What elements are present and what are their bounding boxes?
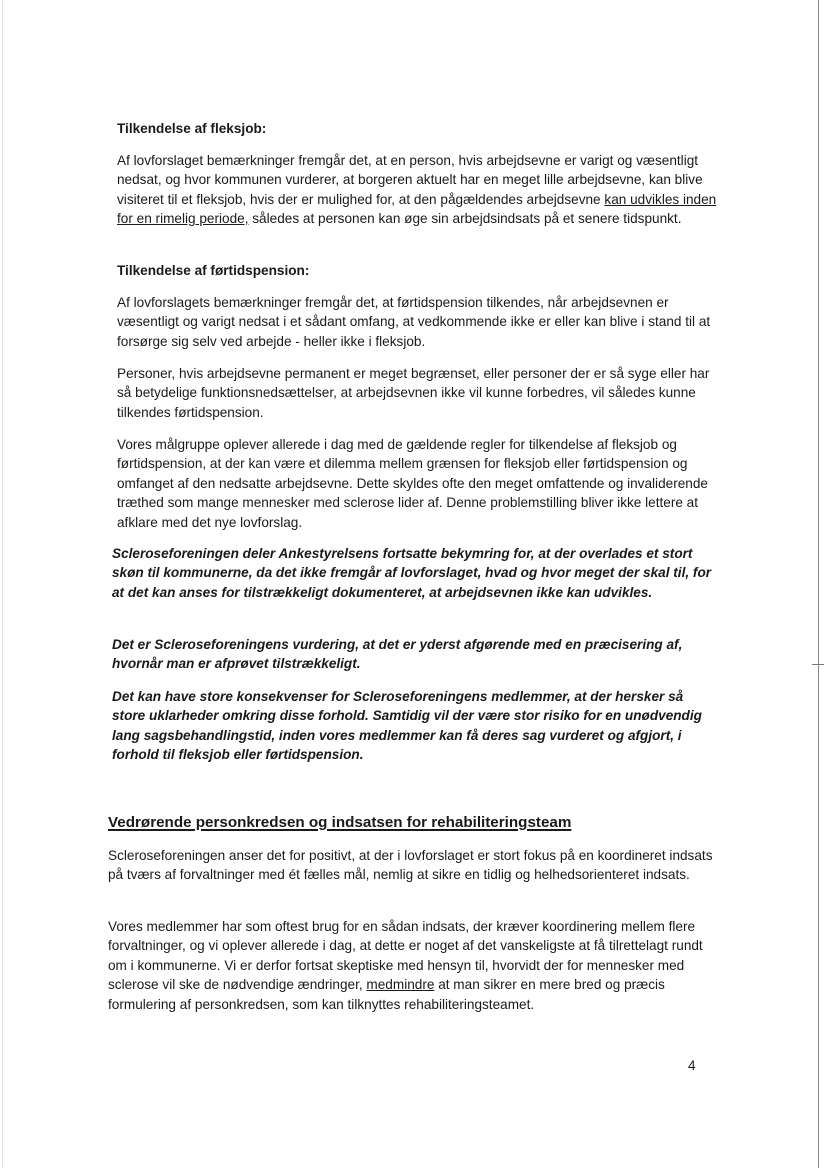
paragraph-fortidspension-1: Af lovforslagets bemærkninger fremgår det, at førtidspension tilkendes, når arbejdsevnen er væsentligt og varigt nedsat i et sådant omfang, at vedkommende ikke er eller kan blive i stand til at forsørge sig selv ved arbejde - heller ikke i fleksjob. [117,295,711,349]
paragraph-fortidspension-2: Personer, hvis arbejdsevne permanent er meget begrænset, eller personer der er så syge eller har så betydelige funktionsnedsættelser, at arbejdsevnen ikke vil kunne forbedres, vil således kunne tilkendes førtidspension. [117,366,710,420]
paragraph-text: Vores medlemmer har som oftest brug for en sådan indsats, der kræver koordinering mellem flere forvaltninger, og vi oplever allerede i dag, at dette er noget af det vanskeligste at få tilrettelagt rundt om i kommunerne. Vi er derfor fortsat skeptiske med hensyn til, hvorvidt der for mennesker med sclerose vil ske de nødvendige ændringer, [108,919,703,993]
emphasis-paragraph-2: Det er Scleroseforeningens vurdering, at det er yderst afgørende med en præcisering af, hvornår man er afprøvet tilstrækkeligt. [112,637,683,672]
emphasis-paragraph-3: Det kan have store konsekvenser for Scleroseforeningens medlemmer, at der hersker så store uklarheder omkring disse forhold. Samtidig vil der være stor risiko for en unødvendig lang sagsbehandlingstid, inden vores medlemmer kan få deres sag vurderet og afgjort, i forhold til fleksjob eller førtidspension. [112,689,702,763]
paragraph-koordineret-indsats: Scleroseforeningen anser det for positivt, at der i lovforslaget er stort fokus på en koordineret indsats på tværs af forvaltninger med ét fælles mål, nemlig at sikre en tidlig og helhedsorienteret indsats. [108,848,713,883]
underlined-phrase: kan udvikles inden for en rimelig periode, [117,191,717,227]
scan-edge-right [818,0,819,1168]
paragraph-text: Af lovforslaget bemærkninger fremgår det, at en person, hvis arbejdsevne er varigt og væsentligt nedsat, og hvor kommunen vurderer, at borgeren aktuelt har en meget lille arbejdsevne, kan blive visiteret til et fleksjob, hvis der er mulighed for, at den pågældendes arbejdsevne [117,153,703,207]
paragraph-maalgruppe: Vores målgruppe oplever allerede i dag med de gældende regler for tilkendelse af fleksjob og førtidspension, at der kan være et dilemma mellem grænsen for fleksjob eller førtidspension og omfanget af den nedsatte arbejdsevne. Dette skyldes ofte den meget omfattende og invaliderende træthed som mange mennesker med sclerose lider af. Denne problemstilling bliver ikke lettere at afklare med det nye lovforslag. [117,437,708,530]
paragraph-medlemmer [108,917,712,1014]
paragraph-fleksjob [117,151,717,229]
underlined-word: medmindre [366,977,435,993]
heading-fleksjob: Tilkendelse af fleksjob: [117,121,267,136]
paragraph-text: at man sikrer en mere bred og præcis formulering af personkredsen, som kan tilknyttes rehabiliteringsteamet. [108,977,665,1012]
scan-mark [812,664,824,665]
heading-fortidspension: Tilkendelse af førtidspension: [117,263,310,278]
page-number: 4 [688,1058,696,1073]
paragraph-text: således at personen kan øge sin arbejdsindsats på et senere tidspunkt. [248,211,682,227]
scan-edge-left [2,0,3,1168]
section-heading-personkreds: Vedrørende personkredsen og indsatsen for rehabiliteringsteam [108,814,572,831]
emphasis-paragraph-1: Scleroseforeningen deler Ankestyrelsens fortsatte bekymring for, at der overlades et stort skøn til kommunerne, da det ikke fremgår af lovforslaget, hvad og hvor meget der skal til, for at det kan anses for tilstrækkeligt dokumenteret, at arbejdsevnen ikke kan udvikles. [112,546,712,600]
